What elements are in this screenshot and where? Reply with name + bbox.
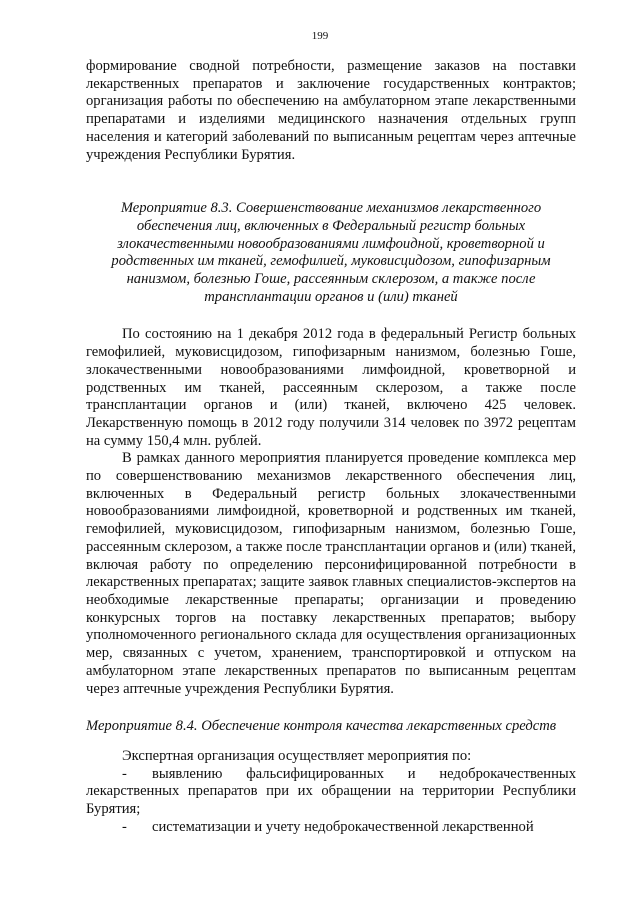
list-item — [86, 819, 576, 837]
list-dash: - — [122, 765, 127, 782]
spacer — [86, 736, 576, 748]
paragraph-registry-status: По состоянию на 1 декабря 2012 года в федеральный Регистр больных гемофилией, муковисцидозом, гипофизарным нанизмом, болезнью Гоше, злокачественными новообразованиями лимфоидной, кроветворной и родственных им тканей, рассеянным склерозом, а также после трансплантации органов и (или) тканей, включено 425 человек. Лекарственную помощь в 2012 году получили 314 человек по 3972 рецептам на сумму 150,4 млн. рублей. — [86, 326, 576, 449]
document-body — [86, 58, 576, 836]
paragraph-planned-measures: В рамках данного мероприятия планируется проведение комплекса мер по совершенствованию механизмов лекарственного обеспечения лиц, включенных в Федеральный регистр больных злокачественными новообразованиями лимфоидной, кроветворной и родственных им тканей, гемофилией, муковисцидозом, гипофизарным нанизмом, болезнью Гоше, рассеянным склерозом, а также после трансплантации органов и (или) тканей, включая работу по определению персонифицированной потребности в лекарственных препаратах; защите заявок главных специалистов-экспертов на необходимые лекарственные препараты; организации и проведению конкурсных торгов на поставку лекарственных препаратов; выбору уполномоченного регионального склада для осуществления организационных мер, связанных с учетом, хранением, транспортировкой и отпуском на амбулаторном этапе лекарственных препаратов по выписанным рецептам через аптечные учреждения Республики Бурятия. — [86, 450, 576, 697]
list-item-text: систематизации и учету недоброкачественной лекарственной — [152, 818, 534, 835]
heading-measure-8-4: Мероприятие 8.4. Обеспечение контроля качества лекарственных средств — [86, 718, 557, 735]
list-item — [86, 766, 576, 819]
paragraph-expert-organization: Экспертная организация осуществляет мероприятия по: — [122, 747, 472, 764]
spacer — [86, 698, 576, 718]
list-item-text: выявлению фальсифицированных и недоброкачественных лекарственных препаратов при их обращении на территории Республики Бурятия; — [86, 765, 576, 818]
page-number: 199 — [311, 30, 329, 42]
spacer — [86, 306, 576, 326]
heading-measure-8-3: Мероприятие 8.3. Совершенствование механизмов лекарственного обеспечения лиц, включенных в Федеральный регистр больных злокачественными новообразованиями лимфоидной, кроветворной и родственных им тканей, гемофилией, муковисцидозом, гипофизарным нанизмом, болезнью Гоше, рассеянным склерозом, а также после трансплантации органов и (или) тканей — [111, 200, 551, 305]
paragraph-intro: формирование сводной потребности, размещение заказов на поставки лекарственных препаратов и заключение государственных контрактов; организация работы по обеспечению на амбулаторном этапе лекарственными препаратами и изделиями медицинского назначения отдельных групп населения и категорий заболеваний по выписанным рецептам через аптечные учреждения Республики Бурятия. — [86, 58, 576, 163]
spacer — [86, 164, 576, 200]
list-dash: - — [122, 818, 127, 835]
